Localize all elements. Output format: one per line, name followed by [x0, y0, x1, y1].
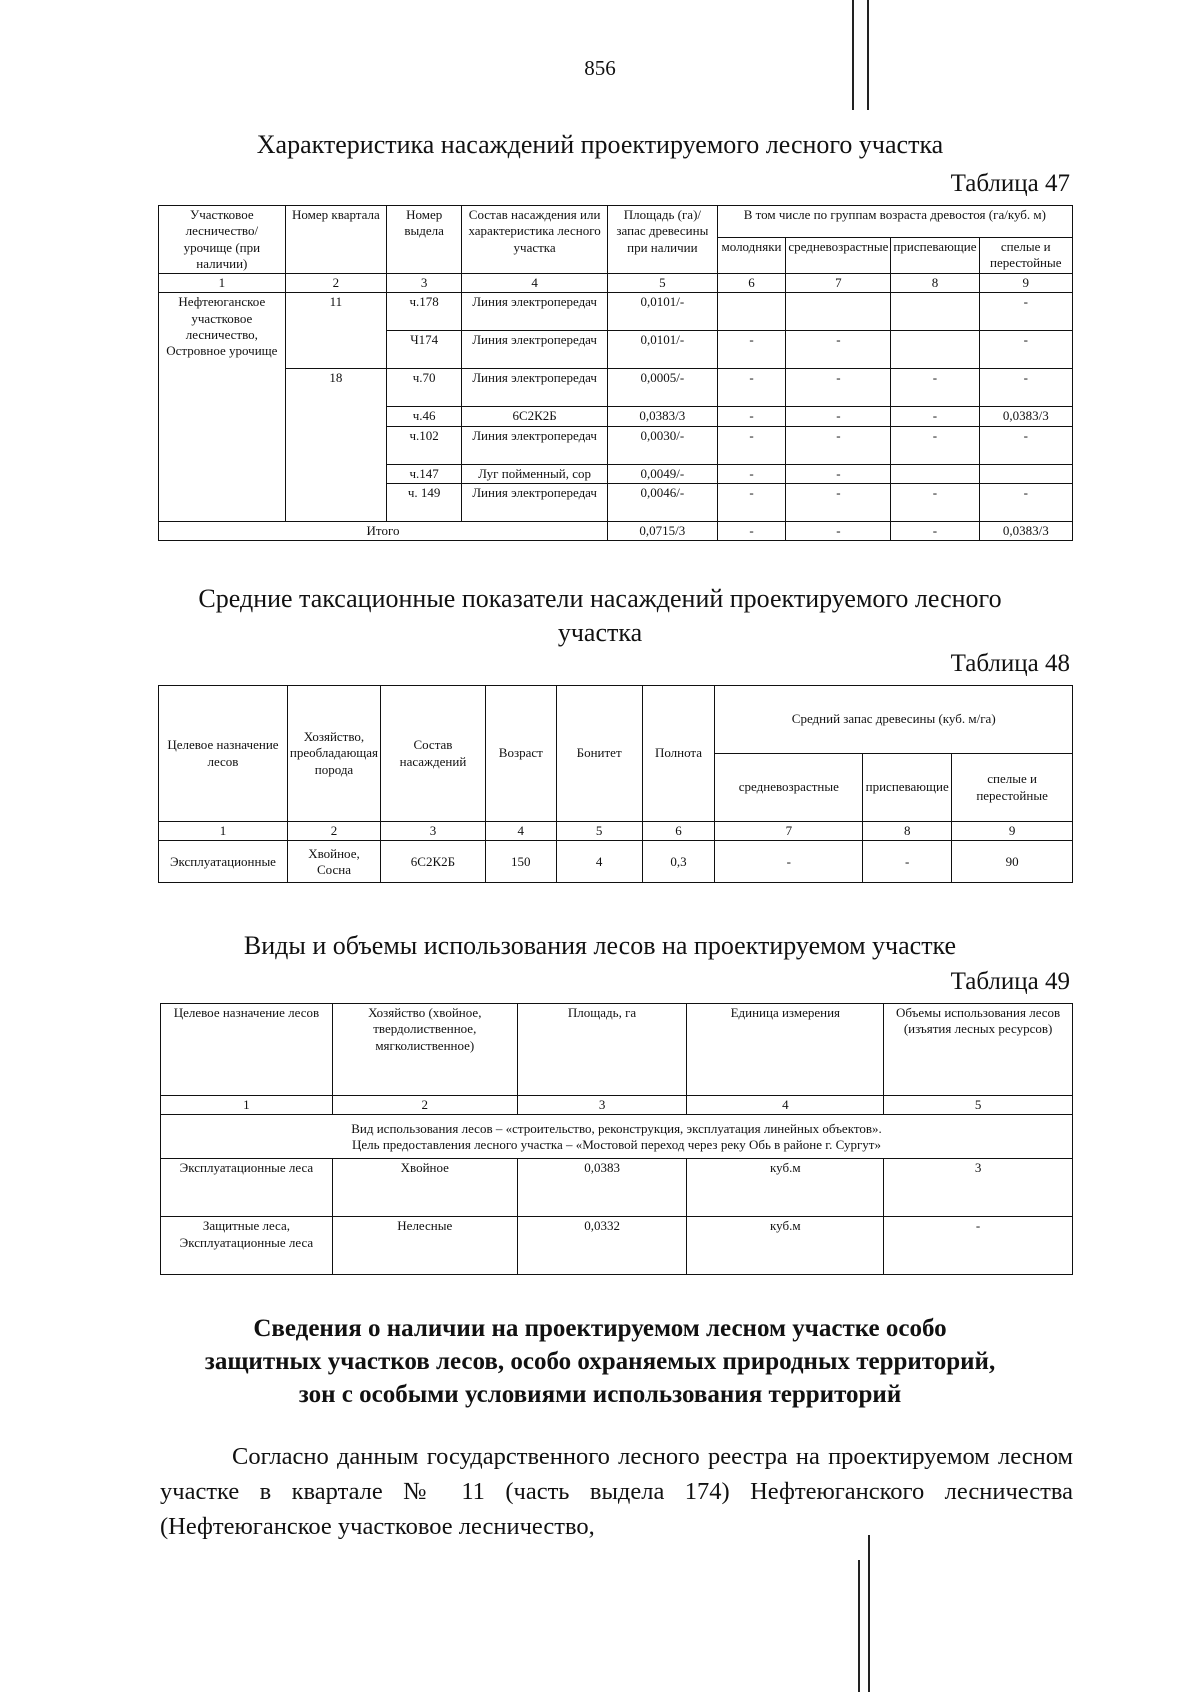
composition-cell: Линия электропередач: [462, 426, 608, 464]
table-49: [160, 1003, 1073, 1275]
section-heading-line1: Сведения о наличии на проектируемом лесном участке особо: [253, 1315, 947, 1342]
col-young-header: молодняки: [717, 238, 786, 274]
col-stock-header: Средний запас древесины (куб. м/га): [715, 686, 1073, 754]
premature-cell: -: [891, 483, 979, 521]
forestry-cell: Нефтеюганское участковое лесничество, Островное урочище: [159, 293, 286, 522]
area-cell: 0,0005/-: [608, 369, 718, 407]
purpose-cell: Эксплуатационные: [159, 841, 288, 883]
col-forestry-header: Участковое лесничество/ урочище (при наличии): [159, 206, 286, 274]
young-cell: -: [717, 369, 786, 407]
table-49-heading: Виды и объемы использования лесов на проектируемом участке: [243, 931, 957, 960]
col-num: 6: [642, 822, 715, 841]
col-density-header: Полнота: [642, 686, 715, 822]
mature-cell: 0,0383/3: [979, 407, 1072, 426]
col-unit-header: Единица измерения: [687, 1004, 884, 1096]
farm-cell: Хвойное: [332, 1159, 517, 1217]
col-mature-header: спелые и перестойные: [979, 238, 1072, 274]
table-47: [158, 205, 1073, 541]
young-cell: [717, 293, 786, 331]
middle-cell: -: [786, 426, 891, 464]
premature-cell: -: [891, 426, 979, 464]
col-quarter-header: Номер квартала: [285, 206, 386, 274]
plot-cell: Ч174: [387, 331, 462, 369]
premature-cell: -: [891, 407, 979, 426]
scan-artifact: [858, 1560, 860, 1692]
mature-cell: 90: [952, 841, 1073, 883]
young-cell: -: [717, 331, 786, 369]
age-cell: 150: [485, 841, 556, 883]
purpose-cell: Эксплуатационные леса: [161, 1159, 333, 1217]
col-num: 7: [786, 274, 891, 293]
table-row: [159, 369, 1073, 407]
table-48-label: Таблица 48: [950, 650, 1070, 677]
col-num: 1: [161, 1096, 333, 1115]
section-heading-line3: зон с особыми условиями использования территорий: [298, 1381, 902, 1408]
col-num: 7: [715, 822, 863, 841]
column-numbers-row: [161, 1096, 1073, 1115]
col-farm-header: Хозяйство, преобладающая порода: [287, 686, 380, 822]
col-area-header: Площадь (га)/запас древесины при наличии: [608, 206, 718, 274]
area-cell: 0,0101/-: [608, 331, 718, 369]
scan-artifact: [852, 0, 854, 110]
middle-cell: -: [786, 483, 891, 521]
col-num: 3: [517, 1096, 687, 1115]
middle-cell: -: [786, 464, 891, 483]
col-num: 2: [285, 274, 386, 293]
composition-cell: Линия электропередач: [462, 331, 608, 369]
scan-artifact: [868, 1535, 870, 1692]
mature-cell: -: [979, 426, 1072, 464]
area-cell: 0,0046/-: [608, 483, 718, 521]
mature-cell: [979, 464, 1072, 483]
total-mature: 0,0383/3: [979, 521, 1072, 540]
middle-cell: -: [786, 331, 891, 369]
total-label: Итого: [159, 521, 608, 540]
farm-cell: Нелесные: [332, 1217, 517, 1275]
area-cell: 0,0332: [517, 1217, 687, 1275]
unit-cell: куб.м: [687, 1217, 884, 1275]
mature-cell: -: [979, 331, 1072, 369]
middle-cell: -: [715, 841, 863, 883]
young-cell: -: [717, 407, 786, 426]
col-num: 1: [159, 274, 286, 293]
total-premature: -: [891, 521, 979, 540]
col-num: 3: [387, 274, 462, 293]
composition-cell: Луг пойменный, сор: [462, 464, 608, 483]
usage-note-2: Цель предоставления лесного участка – «Мостовой переход через реку Обь в районе г. Сургут»: [352, 1136, 881, 1152]
premature-cell: [891, 464, 979, 483]
table-48-heading-line1: Средние таксационные показатели насаждений проектируемого лесного: [198, 584, 1002, 613]
mature-cell: -: [979, 483, 1072, 521]
col-middle-header: средневозрастные: [715, 754, 863, 822]
composition-cell: Линия электропередач: [462, 483, 608, 521]
col-mature-header: спелые и перестойные: [952, 754, 1073, 822]
col-num: 8: [863, 822, 952, 841]
table-49-label: Таблица 49: [950, 968, 1070, 995]
col-plot-header: Номер выдела: [387, 206, 462, 274]
young-cell: -: [717, 464, 786, 483]
col-num: 4: [687, 1096, 884, 1115]
col-premature-header: приспевающие: [891, 238, 979, 274]
col-purpose-header: Целевое назначение лесов: [159, 686, 288, 822]
section-heading-line2: защитных участков лесов, особо охраняемых природных территорий,: [204, 1348, 996, 1375]
column-numbers-row: [159, 822, 1073, 841]
composition-cell: 6С2К2Б: [381, 841, 486, 883]
premature-cell: -: [891, 369, 979, 407]
col-num: 9: [979, 274, 1072, 293]
table-48-heading-line2: участка: [557, 618, 643, 647]
table-47-label: Таблица 47: [950, 170, 1070, 197]
plot-cell: ч.147: [387, 464, 462, 483]
premature-cell: -: [863, 841, 952, 883]
young-cell: -: [717, 483, 786, 521]
col-area-header: Площадь, га: [517, 1004, 687, 1096]
col-volume-header: Объемы использования лесов (изъятия лесных ресурсов): [884, 1004, 1073, 1096]
middle-cell: -: [786, 369, 891, 407]
col-num: 8: [891, 274, 979, 293]
volume-cell: -: [884, 1217, 1073, 1275]
col-num: 2: [287, 822, 380, 841]
col-num: 2: [332, 1096, 517, 1115]
composition-cell: Линия электропередач: [462, 369, 608, 407]
premature-cell: [891, 331, 979, 369]
col-num: 9: [952, 822, 1073, 841]
plot-cell: ч. 149: [387, 483, 462, 521]
col-composition-header: Состав насаждения или характеристика лесного участка: [462, 206, 608, 274]
volume-cell: 3: [884, 1159, 1073, 1217]
scan-artifact: [867, 0, 869, 110]
col-num: 5: [608, 274, 718, 293]
middle-cell: [786, 293, 891, 331]
total-middle: -: [786, 521, 891, 540]
col-num: 1: [159, 822, 288, 841]
total-young: -: [717, 521, 786, 540]
page-number: 856: [584, 56, 616, 80]
density-cell: 0,3: [642, 841, 715, 883]
col-farm-header: Хозяйство (хвойное, твердолиственное, мягколиственное): [332, 1004, 517, 1096]
unit-cell: куб.м: [687, 1159, 884, 1217]
area-cell: 0,0101/-: [608, 293, 718, 331]
composition-cell: 6С2К2Б: [462, 407, 608, 426]
col-age-header: Возраст: [485, 686, 556, 822]
area-cell: 0,0383: [517, 1159, 687, 1217]
table-row: [161, 1217, 1073, 1275]
premature-cell: [891, 293, 979, 331]
area-cell: 0,0383/3: [608, 407, 718, 426]
col-num: 5: [556, 822, 642, 841]
middle-cell: -: [786, 407, 891, 426]
area-cell: 0,0030/-: [608, 426, 718, 464]
col-premature-header: приспевающие: [863, 754, 952, 822]
col-purpose-header: Целевое назначение лесов: [161, 1004, 333, 1096]
total-row: [159, 521, 1073, 540]
col-num: 4: [485, 822, 556, 841]
col-middle-header: средневозрастные: [786, 238, 891, 274]
col-num: 5: [884, 1096, 1073, 1115]
composition-cell: Линия электропередач: [462, 293, 608, 331]
mature-cell: -: [979, 369, 1072, 407]
plot-cell: ч.70: [387, 369, 462, 407]
table-row: [159, 293, 1073, 331]
table-row: [161, 1159, 1073, 1217]
mature-cell: -: [979, 293, 1072, 331]
col-composition-header: Состав насаждений: [381, 686, 486, 822]
plot-cell: ч.46: [387, 407, 462, 426]
col-bonitet-header: Бонитет: [556, 686, 642, 822]
plot-cell: ч.102: [387, 426, 462, 464]
purpose-cell: Защитные леса, Эксплуатационные леса: [161, 1217, 333, 1275]
farm-cell: Хвойное, Сосна: [287, 841, 380, 883]
body-paragraph: Согласно данным государственного лесного реестра на проектируемом лесном участке в квартале № 11 (часть выдела 174) Нефтеюганского лесничества (Нефтеюганское участковое лесничество,: [160, 1443, 1073, 1540]
col-num: 4: [462, 274, 608, 293]
bonitet-cell: 4: [556, 841, 642, 883]
total-area: 0,0715/3: [608, 521, 718, 540]
column-numbers-row: [159, 274, 1073, 293]
usage-note-1: Вид использования лесов – «строительство, реконструкция, эксплуатация линейных объектов».: [351, 1120, 882, 1136]
col-num: 6: [717, 274, 786, 293]
young-cell: -: [717, 426, 786, 464]
table-47-heading: Характеристика насаждений проектируемого лесного участка: [256, 130, 944, 159]
quarter-cell: 18: [285, 369, 386, 522]
col-age-groups-header: В том числе по группам возраста древостоя (га/куб. м): [717, 206, 1072, 238]
table-48: [158, 685, 1073, 883]
plot-cell: ч.178: [387, 293, 462, 331]
quarter-cell: 11: [285, 293, 386, 369]
table-row: [159, 841, 1073, 883]
area-cell: 0,0049/-: [608, 464, 718, 483]
usage-note-cell: [161, 1115, 1073, 1159]
col-num: 3: [381, 822, 486, 841]
